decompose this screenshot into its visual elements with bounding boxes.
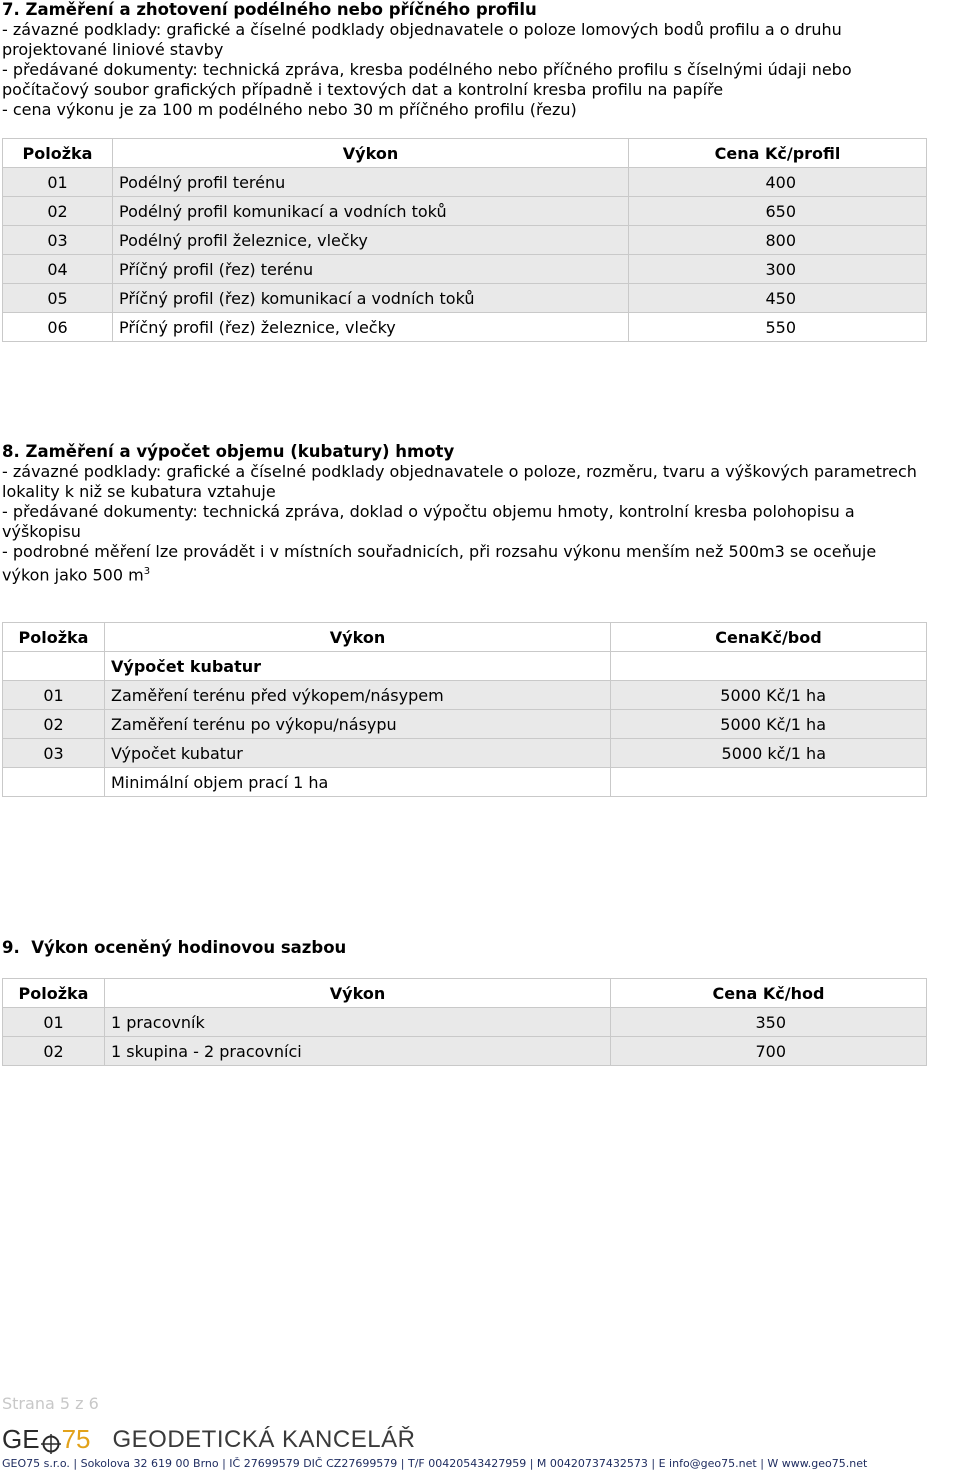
section-9-heading: 9. Výkon oceněný hodinovou sazbou (2, 938, 347, 957)
header-service: Výkon (105, 623, 611, 652)
header-item: Položka (3, 979, 105, 1008)
cell-service: Příčný profil (řez) komunikací a vodních toků (113, 284, 629, 313)
header-price: Cena Kč/profil (629, 139, 927, 168)
section-7-line: - závazné podklady: grafické a číselné podklady objednavatele o poloze lomových bodů profilu a o druhu (2, 20, 842, 39)
cell-empty (611, 652, 927, 681)
table-header-row (3, 979, 927, 1008)
cell-price: 450 (629, 284, 927, 313)
table-row (3, 197, 927, 226)
section-7-line: - cena výkonu je za 100 m podélného nebo 30 m příčného profilu (řezu) (2, 100, 577, 119)
hourly-rate-table (2, 978, 927, 1066)
cell-item: 03 (3, 739, 105, 768)
cell-item: 06 (3, 313, 113, 342)
cell-service: Zaměření terénu před výkopem/násypem (105, 681, 611, 710)
table-row (3, 284, 927, 313)
cell-service: Příčný profil (řez) železnice, vlečky (113, 313, 629, 342)
header-price: Cena Kč/hod (611, 979, 927, 1008)
cell-price: 5000 Kč/1 ha (611, 710, 927, 739)
header-service: Výkon (105, 979, 611, 1008)
logo-text: GE (2, 1424, 40, 1454)
cell-item: 02 (3, 197, 113, 226)
header-service: Výkon (113, 139, 629, 168)
superscript: 3 (143, 566, 151, 577)
cell-service: Podélný profil komunikací a vodních toků (113, 197, 629, 226)
section-7 (2, 0, 958, 120)
cell-item: 02 (3, 1037, 105, 1066)
page-number: Strana 5 z 6 (2, 1394, 99, 1413)
table-header-row (3, 139, 927, 168)
cell-service: 1 pracovník (105, 1008, 611, 1037)
section-8-heading: 8. Zaměření a výpočet objemu (kubatury) hmoty (2, 442, 455, 461)
cell-price: 700 (611, 1037, 927, 1066)
cell-note: Minimální objem prací 1 ha (105, 768, 611, 797)
cell-empty (611, 768, 927, 797)
table-row (3, 768, 927, 797)
section-7-line: projektované liniové stavby (2, 40, 224, 59)
cell-item: 04 (3, 255, 113, 284)
cell-price: 350 (611, 1008, 927, 1037)
header-item: Položka (3, 139, 113, 168)
table-header-row (3, 623, 927, 652)
cell-service: Výpočet kubatur (105, 739, 611, 768)
table-row (3, 681, 927, 710)
cell-price: 400 (629, 168, 927, 197)
cell-price: 5000 kč/1 ha (611, 739, 927, 768)
compass-icon (41, 1430, 61, 1450)
cell-item: 01 (3, 681, 105, 710)
cell-subheader: Výpočet kubatur (105, 652, 611, 681)
section-8-line-text: výkon jako 500 m (2, 565, 144, 585)
section-8-line: výškopisu (2, 522, 81, 541)
cell-price: 650 (629, 197, 927, 226)
section-8-line: lokality k niž se kubatura vztahuje (2, 482, 276, 501)
table-subheader-row (3, 652, 927, 681)
cell-empty (3, 652, 105, 681)
cell-service: Podélný profil terénu (113, 168, 629, 197)
cell-item: 03 (3, 226, 113, 255)
cell-service: Podélný profil železnice, vlečky (113, 226, 629, 255)
cell-item: 02 (3, 710, 105, 739)
table-row (3, 255, 927, 284)
cell-price: 300 (629, 255, 927, 284)
table-row (3, 1037, 927, 1066)
cell-price: 800 (629, 226, 927, 255)
logo-number: 75 (61, 1424, 91, 1454)
footer-logo-row (2, 1424, 415, 1455)
header-item: Položka (3, 623, 105, 652)
section-7-line: počítačový soubor grafických případně i textových dat a kontrolní kresba profilu na papíře (2, 80, 724, 99)
table-row (3, 739, 927, 768)
cell-service: 1 skupina - 2 pracovníci (105, 1037, 611, 1066)
table-row (3, 313, 927, 342)
section-8-line: - podrobné měření lze provádět i v místních souřadnicích, při rozsahu výkonu menším než 500m3 se oceňuje (2, 542, 877, 561)
brand-name: GEODETICKÁ KANCELÁŘ (112, 1425, 416, 1453)
cell-item: 01 (3, 1008, 105, 1037)
section-7-line: - předávané dokumenty: technická zpráva, kresba podélného nebo příčného profilu s číselnými údaji nebo (2, 60, 852, 79)
table-row (3, 710, 927, 739)
section-8-line: - předávané dokumenty: technická zpráva, doklad o výpočtu objemu hmoty, kontrolní kresba polohopisu a (2, 502, 855, 521)
table-row (3, 168, 927, 197)
cell-price: 550 (629, 313, 927, 342)
table-row (3, 226, 927, 255)
cell-price: 5000 Kč/1 ha (611, 681, 927, 710)
section-7-heading: 7. Zaměření a zhotovení podélného nebo příčného profilu (2, 0, 537, 19)
cell-empty (3, 768, 105, 797)
section-8-line-last (2, 562, 958, 585)
header-price: CenaKč/bod (611, 623, 927, 652)
cell-service: Zaměření terénu po výkopu/násypu (105, 710, 611, 739)
table-row (3, 1008, 927, 1037)
section-8-line: - závazné podklady: grafické a číselné podklady objednavatele o poloze, rozměru, tvaru a výškových parametrech (2, 462, 917, 481)
cell-item: 01 (3, 168, 113, 197)
profile-price-table (2, 138, 927, 342)
cell-item: 05 (3, 284, 113, 313)
cell-service: Příčný profil (řez) terénu (113, 255, 629, 284)
section-8 (2, 442, 958, 585)
geo75-logo (2, 1424, 91, 1455)
volume-price-table (2, 622, 927, 797)
footer-contact: GEO75 s.r.o. | Sokolova 32 619 00 Brno | IČ 27699579 DIČ CZ27699579 | T/F 00420543427959 | M 00420737432573 | E info@geo75.net | W www.geo75.net (2, 1457, 868, 1470)
